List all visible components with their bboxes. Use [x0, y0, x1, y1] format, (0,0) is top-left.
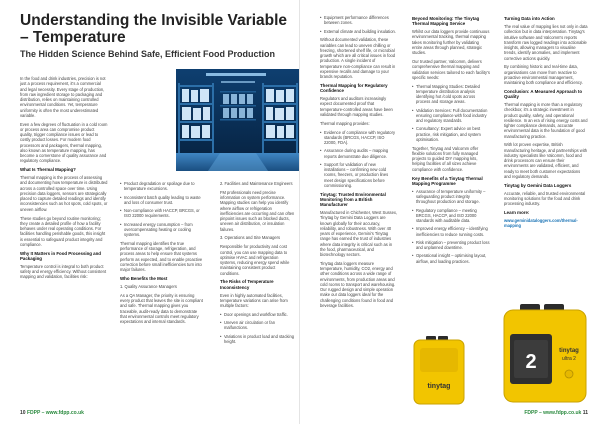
body-paragraph: Our trusted partner, Valcomm, delivers comprehensive thermal mapping and validation services tailored to each facility's specific needs: — [412, 59, 490, 80]
body-paragraph: Thermal mapping identifies the true performance of storage, refrigeration, and process areas to help ensure that systems perform as expected, and to enable proactive correction before small inefficiencies turn into major failures. — [120, 240, 203, 273]
body-paragraph: Thermal mapping is the process of assessing and documenting how temperature is distributed across a controlled space over time. Using precision data loggers, sensors are strategically placed to capture detailed readings and identify inconsistencies such as hot spots, cold spots, or uneven airflow. — [20, 175, 108, 212]
list-item: • Thermal Mapping Studies: Detailed temperature distribution analysis identifying hot /cold spots across process and storage areas. — [412, 84, 490, 105]
list-item: • Variations in product load and stacking height. — [220, 334, 295, 345]
body-paragraph: These studies go beyond routine monitoring; they create a detailed profile of how a facility behaves under real operating conditions. For facilities handling perishable goods, this insight is essential to safeguard product integrity and compliance. — [20, 215, 106, 247]
column-2 — [120, 181, 204, 407]
list-item: • Assurance during audits – mapping reports demonstrate due diligence. — [320, 148, 398, 159]
right-logger-model: ultra 2 — [562, 356, 576, 362]
left-logger-brand: tinytag — [427, 383, 451, 390]
body-paragraph: Even in highly automated facilities, temperature variations can arise from multiple factors: — [220, 292, 288, 309]
benefits-list — [412, 189, 490, 264]
footer-left — [20, 410, 84, 417]
list-item: • Validation Services: Full documentation ensuring compliance with food industry and regulatory standards. — [412, 108, 490, 124]
body-paragraph: FM professionals need precise information on system performance. Mapping studies can help you identify where airflow or refrigeration inefficiencies are occurring and can often pinpoint issues such as blocked ducts, uneven air distribution, or insulation failures. — [220, 189, 295, 232]
list-item: • Operational insight – optimising layout, airflow, and loading practices. — [412, 253, 490, 264]
section-heading: Thermal Mapping for Regulatory Confidence — [320, 82, 388, 94]
body-paragraph: Tinytag data loggers measure temperature, humidity, CO2, energy and other conditions across a wide range of environments, from production areas and cold rooms to transport and warehousing. Our rugged design and simple operation make our data loggers ideal for the challenging conditions found in food and beverage facilities. — [320, 260, 396, 308]
body-paragraph: Together, Tinytag and Valcomm offer flexible solutions from fully managed projects to guided DIY mapping kits, helping facilities of all sizes achieve compliance with confidence. — [412, 145, 479, 172]
list-item: • Regulatory compliance – meeting BRCGS, HACCP, and ISO 22000 standards with auditable data. — [412, 208, 490, 224]
tinytag-logger-right — [504, 304, 586, 402]
page-number: 11 — [582, 410, 588, 416]
column-3 — [220, 181, 295, 407]
section-heading: Beyond Monitoring: The Tinytag Thermal Mapping Service — [412, 16, 480, 27]
body-paragraph: Temperature control is integral to both product safety and energy efficiency. Without consistent mapping and validation, facilities risk: — [20, 263, 107, 280]
section-heading: Why It Matters in Food Processing and Packaging — [20, 250, 101, 261]
section-heading: Tinytag: Trusted Environmental Monitoring from a British Manufacturer — [320, 191, 386, 208]
list-item: • Equipment performance differences between zones. — [320, 15, 398, 26]
list-item: • Assurance of temperature uniformity – safeguarding product integrity throughout production and storage. — [412, 189, 490, 205]
list-item: • Inconsistent batch quality leading to waste and loss of consumer trust. — [120, 195, 204, 206]
footer-site: FDPP – www.fdpp.co.uk — [26, 410, 84, 416]
body-paragraph: As a QA Manager, the priority is ensuring every product that leaves the site is compliant and safe. Thermal mapping gives you traceable, audit-ready data to demonstrate that environmental controls meet regulatory expectations and internal standards. — [120, 292, 203, 325]
factor-list — [220, 312, 295, 344]
body-paragraph: Thermal mapping is more than a regulatory checkbox; it's a strategic investment in product quality, safety, and operational resilience. In an era of rising energy costs and tighter compliance demands, accurate environmental data is the foundation of good manufacturing practice. — [504, 102, 588, 139]
right-logger-brand: tinytag — [559, 348, 579, 354]
body-paragraph: By combining historic and real-time data, organisations can move from reactive to proactive environmental management, maintaining both compliance and efficiency. — [504, 64, 583, 86]
column-1 — [20, 76, 108, 407]
list-item: • External climate and building insulation. — [320, 29, 398, 34]
body-paragraph: With lot proven expertise, British manufacturing heritage, and partnerships with industry specialists like Valcomm, food and drink processors can ensure their environments are validated, efficient, and ready to meet both customer expectations and regulatory demands. — [504, 142, 588, 179]
body-paragraph: Without documented validation, these variables can lead to uneven chilling or freezing, shortened shelf life, or microbial growth which are all critical issues in food production. A single incident of temperature non-compliance can result in expensive recalls and damage to your brands reputation. — [320, 37, 396, 80]
right-logger-display: 2 — [525, 351, 537, 373]
learn-more-label: Learn more: — [504, 210, 530, 216]
body-paragraph: Manufactured in Chichester, West Sussex, Tinytag by Gemini Data Loggers are known globally for their accuracy, reliability, and robustness. With over 40 years of experience, Gemini's Tinytag range has earned the trust of industries where data integrity is critical such as in the food, pharmaceutical, and biotechnology sectors. — [320, 210, 398, 258]
section-heading: Conclusion: A Measured Approach to Quality — [504, 88, 583, 100]
thermal-mapping-link[interactable]: www.geminidataloggers.com/thermal-mapping — [504, 218, 578, 229]
column-4 — [320, 15, 398, 407]
tinytag-logger-left — [414, 336, 464, 404]
section-heading: Tinytag by Gemini Data Loggers — [504, 182, 572, 188]
list-item: • Increased energy consumption – from overcompensating heating or cooling systems. — [120, 222, 204, 238]
body-paragraph: 2. Facilities and Maintenance Engineers — [220, 181, 293, 186]
list-item: • Product degradation or spoilage due to temperature excursions. — [120, 181, 204, 192]
list-item: • Consultancy: Expert advice on best practice, risk mitigation, and system optimisation. — [412, 126, 490, 142]
body-paragraph: 1. Quality Assurance Managers — [120, 283, 177, 289]
body-paragraph: Regulators and auditors increasingly expect documented proof that temperature-controlled areas have been validated through mapping studies. — [320, 96, 393, 117]
services-list — [412, 84, 490, 143]
column-6 — [504, 15, 588, 300]
right-page — [300, 0, 600, 424]
risk-list — [120, 181, 204, 237]
body-paragraph: 3. Operations and Site Managers — [220, 235, 281, 241]
article-subtitle: The Hidden Science Behind Safe, Efficient Food Production — [20, 49, 276, 59]
list-item: • Risk mitigation – preventing product loss and unplanned downtime. — [412, 240, 490, 251]
cold-storage-photo — [176, 69, 300, 171]
intro-paragraph: In the food and drink industries, precision is not just a process requirement, it's a commercial and legal necessity. Every stage of production, from raw ingredient storage to packaging and distribution, relies on maintaining controlled environmental conditions. Yet, temperature uniformity is often the most underestimated variable. — [20, 76, 106, 118]
list-item: • Uneven air circulation or fan malfunctions. — [220, 320, 295, 331]
cold-storage-illustration — [176, 69, 300, 171]
body-paragraph: Even a few degrees of fluctuation in a cold room or process area can compromise product quality, trigger compliance issues or lead to costly product losses. For modern food processors and packagers, thermal mapping, also known as temperature mapping, has become a cornerstone of quality assurance and regulatory compliance. — [20, 121, 108, 164]
data-logger-illustration — [408, 290, 600, 408]
list-item: • Support for validation of new installations – confirming new cold rooms, freezers, or production lines meet design specifications before commissioning. — [320, 162, 398, 188]
section-heading: What Is Thermal Mapping? — [20, 167, 76, 173]
list-item: • Door openings and workflow traffic. — [220, 312, 295, 317]
section-heading: Key Benefits of a Tinytag Thermal Mapping Programme — [412, 175, 483, 186]
list-item: • Improved energy efficiency – identifying inefficiencies to reduce running costs. — [412, 226, 490, 237]
tinytag-data-loggers — [408, 290, 600, 408]
body-paragraph: The real value of mapping lies not only in data collection but in data interpretation. Tinytag's intuitive software and Valcomm's reports transform raw logged readings into actionable insights, allowing managers to visualise trends, identify anomalies, and implement corrective actions quickly. — [504, 24, 588, 61]
list-item: • Evidence of compliance with regulatory standards (BRCGS, HACCP, ISO 22000, FDA). — [320, 130, 398, 146]
provides-list — [320, 130, 398, 189]
article-title: Understanding the Invisible Variable – Temperature — [20, 12, 288, 46]
footer-right — [524, 410, 588, 417]
body-paragraph: Responsible for productivity and cost control, you can use mapping data to optimise HVAC and refrigeration systems, reducing energy spend while maintaining consistent product conditions. — [220, 244, 290, 276]
factor-list-continued — [320, 15, 398, 34]
body-paragraph: Thermal mapping provides: — [320, 120, 370, 126]
page-number: 10 — [20, 410, 26, 416]
section-heading: Who Benefits the Most — [120, 275, 168, 281]
list-item: • Non-compliance with HACCP, BRCGS, or ISO 22000 requirements. — [120, 208, 204, 219]
section-heading: Turning Data into Action — [504, 16, 555, 21]
section-heading: The Risks of Temperature Inconsistency — [220, 279, 274, 290]
body-paragraph: Accurate, reliable, and trusted environmental monitoring solutions for the food and drink processing industry. — [504, 190, 586, 207]
footer-site: FDPP – www.fdpp.co.uk — [524, 410, 582, 416]
body-paragraph: Whilst our data loggers provide continuous environmental tracking, thermal mapping takes monitoring further by validating entire areas through planned, strategic studies. — [412, 29, 490, 56]
